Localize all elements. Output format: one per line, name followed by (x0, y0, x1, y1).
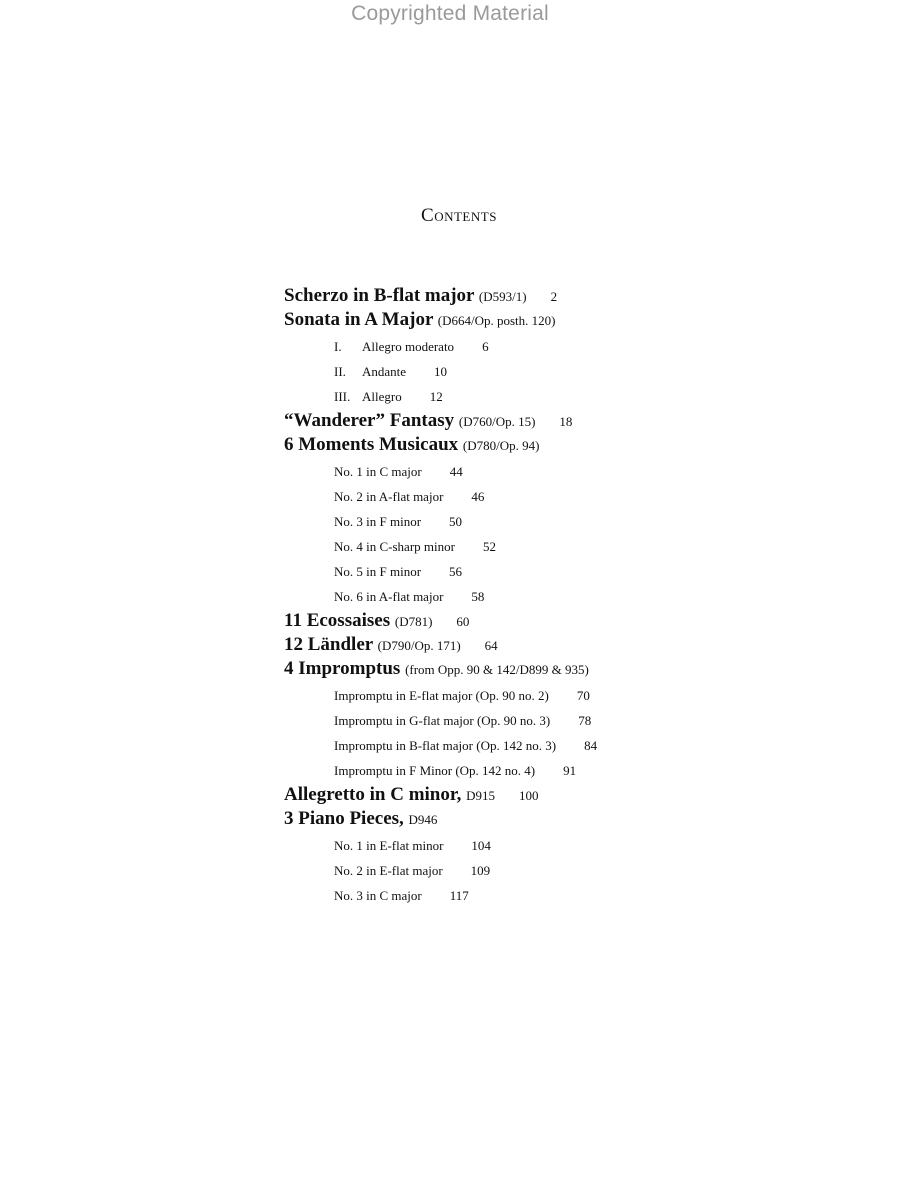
toc-entry-title: Sonata in A Major (284, 309, 434, 330)
toc-entry (284, 609, 884, 633)
toc-subentry-page-number: 46 (471, 489, 485, 504)
toc-subentry-page-number: 109 (470, 863, 491, 878)
toc-subentry-title: No. 6 in A-flat major (334, 589, 444, 604)
toc-subentry-title: Impromptu in B-flat major (Op. 142 no. 3) (334, 738, 557, 753)
table-of-contents (284, 284, 884, 908)
toc-entry-heading[interactable] (284, 657, 884, 681)
toc-entry-page-number: 100 (518, 788, 539, 803)
toc-subentry-list (334, 459, 884, 609)
copyright-watermark: Copyrighted Material (351, 2, 549, 25)
toc-subentry[interactable] (334, 334, 884, 359)
toc-subentry[interactable] (334, 509, 884, 534)
toc-entry (284, 783, 884, 807)
toc-subentry-page-number: 84 (584, 738, 598, 753)
toc-entry-catalog: (D664/Op. posth. 120) (437, 313, 556, 328)
toc-subentry-title: Impromptu in F Minor (Op. 142 no. 4) (334, 763, 536, 778)
toc-subentry[interactable] (334, 484, 884, 509)
toc-entry (284, 308, 884, 409)
toc-subentry-movement-number: III. (334, 389, 351, 404)
toc-subentry[interactable] (334, 534, 884, 559)
toc-subentry-page-number: 12 (429, 389, 443, 404)
toc-subentry-title: No. 4 in C-sharp minor (334, 539, 455, 554)
toc-subentry-movement-number: I. (334, 339, 342, 354)
toc-subentry-page-number: 50 (449, 514, 463, 529)
toc-entry-heading[interactable] (284, 807, 884, 831)
toc-subentry-list (334, 683, 884, 783)
toc-entry-catalog: (D781) (394, 614, 433, 629)
toc-entry-page-number: 64 (484, 638, 498, 653)
toc-subentry-title: Andante (362, 364, 407, 379)
toc-subentry-title: No. 3 in C major (334, 888, 422, 903)
toc-entry-title: Scherzo in B-flat major (284, 285, 475, 306)
toc-subentry[interactable] (334, 708, 884, 733)
toc-entry-catalog: (from Opp. 90 & 142/D899 & 935) (405, 662, 589, 677)
toc-subentry-page-number: 91 (563, 763, 577, 778)
toc-subentry[interactable] (334, 758, 884, 783)
toc-subentry[interactable] (334, 359, 884, 384)
toc-entry-title: Allegretto in C minor, (284, 784, 462, 805)
toc-subentry-page-number: 52 (482, 539, 496, 554)
toc-entry-catalog: (D593/1) (478, 289, 527, 304)
toc-entry-title: 3 Piano Pieces, (284, 808, 404, 829)
toc-entry-catalog: D946 (408, 812, 438, 827)
toc-subentry-list (334, 833, 884, 908)
toc-subentry-title: No. 1 in E-flat minor (334, 838, 444, 853)
toc-entry-title: 12 Ländler (284, 634, 373, 655)
toc-entry-page-number: 2 (550, 289, 558, 304)
toc-subentry-title: Impromptu in E-flat major (Op. 90 no. 2) (334, 688, 549, 703)
toc-subentry-page-number: 58 (471, 589, 485, 604)
toc-entry-heading[interactable] (284, 609, 884, 633)
toc-subentry[interactable] (334, 384, 884, 409)
toc-subentry-page-number: 44 (449, 464, 463, 479)
toc-entry-catalog: (D780/Op. 94) (462, 438, 540, 453)
toc-subentry[interactable] (334, 858, 884, 883)
toc-subentry-title: No. 3 in F minor (334, 514, 422, 529)
toc-subentry-page-number: 104 (471, 838, 491, 853)
toc-entry (284, 409, 884, 433)
toc-subentry[interactable] (334, 833, 884, 858)
toc-subentry[interactable] (334, 733, 884, 758)
toc-subentry-movement-number: II. (334, 364, 346, 379)
toc-subentry-page-number: 70 (576, 688, 590, 703)
toc-entry-catalog: (D760/Op. 15) (458, 414, 536, 429)
toc-subentry-title: No. 1 in C major (334, 464, 422, 479)
toc-subentry-title: Allegro (362, 389, 402, 404)
toc-entry-heading[interactable] (284, 284, 884, 308)
toc-entry (284, 633, 884, 657)
toc-subentry-page-number: 6 (482, 339, 489, 354)
toc-entry-title: 11 Ecossaises (284, 610, 391, 631)
toc-entry-page-number: 60 (456, 614, 470, 629)
toc-entry-heading[interactable] (284, 433, 884, 457)
toc-subentry-title: Impromptu in G-flat major (Op. 90 no. 3) (334, 713, 551, 728)
toc-subentry[interactable] (334, 584, 884, 609)
toc-entry-title: 4 Impromptus (284, 658, 401, 679)
toc-entry-heading[interactable] (284, 409, 884, 433)
toc-subentry[interactable] (334, 559, 884, 584)
toc-subentry-list (334, 334, 884, 409)
toc-subentry-title: No. 2 in E-flat major (334, 863, 443, 878)
toc-subentry-title: No. 5 in F minor (334, 564, 422, 579)
toc-subentry[interactable] (334, 459, 884, 484)
toc-subentry-page-number: 10 (434, 364, 448, 379)
toc-entry-heading[interactable] (284, 783, 884, 807)
toc-entry-title: “Wanderer” Fantasy (284, 410, 455, 431)
toc-subentry-page-number: 117 (449, 888, 469, 903)
toc-subentry[interactable] (334, 683, 884, 708)
toc-entry-catalog: D915 (466, 788, 495, 803)
toc-subentry-page-number: 78 (578, 713, 592, 728)
toc-entry-heading[interactable] (284, 308, 884, 332)
toc-entry-heading[interactable] (284, 633, 884, 657)
toc-subentry[interactable] (334, 883, 884, 908)
toc-entry (284, 284, 884, 308)
toc-subentry-title: No. 2 in A-flat major (334, 489, 444, 504)
toc-entry (284, 657, 884, 783)
toc-subentry-title: Allegro moderato (362, 339, 455, 354)
toc-entry-title: 6 Moments Musicaux (284, 434, 459, 455)
toc-entry (284, 807, 884, 908)
toc-entry (284, 433, 884, 609)
page-title: Contents (421, 205, 497, 226)
toc-entry-catalog: (D790/Op. 171) (377, 638, 461, 653)
toc-subentry-page-number: 56 (449, 564, 463, 579)
toc-entry-page-number: 18 (559, 414, 573, 429)
